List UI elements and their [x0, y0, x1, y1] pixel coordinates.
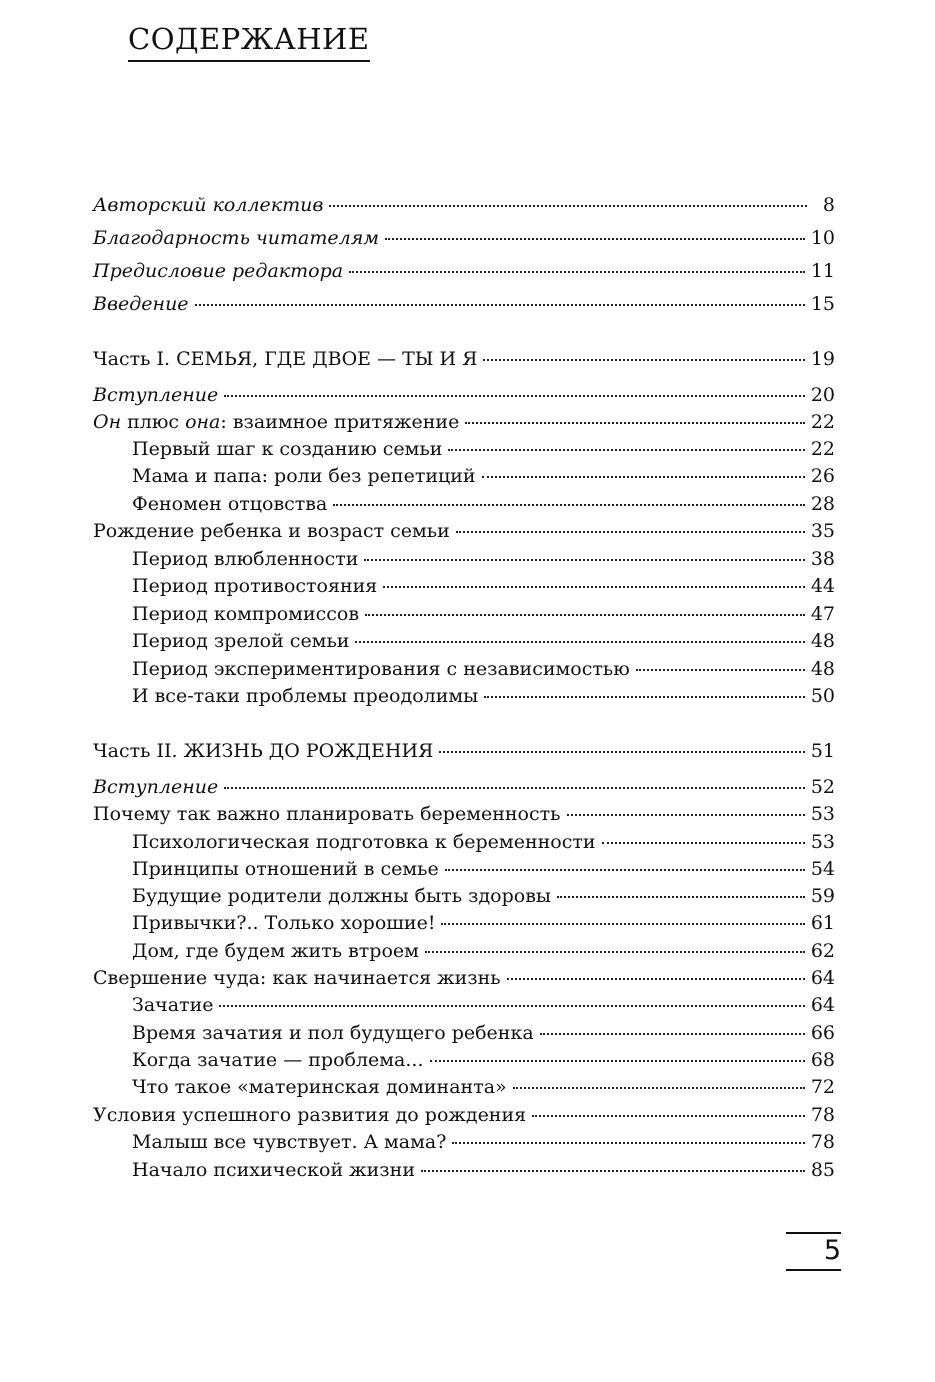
toc-entry-page: 20 — [810, 384, 835, 406]
dot-leader — [483, 358, 804, 361]
toc-section[interactable] — [93, 910, 835, 936]
toc-entry-title: Период компромиссов — [132, 603, 360, 625]
page-number: 5 — [823, 1235, 841, 1266]
toc-entry-page: 38 — [810, 548, 835, 570]
toc-chapter[interactable] — [93, 409, 835, 435]
toc-entry-title: Зачатие — [132, 994, 214, 1016]
toc-entry-page: 66 — [810, 1022, 835, 1044]
dot-leader — [482, 475, 805, 478]
toc-entry-title: Феномен отцовства — [132, 493, 328, 515]
toc-section[interactable] — [93, 1157, 835, 1183]
dot-leader — [441, 922, 804, 925]
toc-entry-title: Будущие родители должны быть здоровы — [132, 885, 552, 907]
dot-leader — [349, 270, 805, 273]
toc-entry-title: И все-таки проблемы преодолимы — [132, 685, 479, 707]
dot-leader — [219, 1004, 804, 1007]
toc-section[interactable] — [93, 856, 835, 882]
dot-leader — [195, 303, 805, 306]
toc-entry-page: 78 — [810, 1131, 835, 1153]
toc-entry-page: 54 — [810, 858, 835, 880]
toc-entry-part-intro[interactable] — [93, 382, 835, 408]
toc-entry-page: 51 — [810, 740, 835, 762]
toc-section[interactable] — [93, 938, 835, 964]
toc-entry-title: Период экспериментирования с независимостью — [132, 658, 630, 680]
toc-entry-acknowledgements[interactable] — [93, 225, 835, 251]
toc-part-heading[interactable] — [93, 346, 835, 372]
toc-section[interactable] — [93, 573, 835, 599]
dot-leader — [567, 813, 805, 816]
toc-entry-editor-preface[interactable] — [93, 258, 835, 284]
toc-entry-title: Часть II. ЖИЗНЬ ДО РОЖДЕНИЯ — [93, 740, 434, 762]
toc-section[interactable] — [93, 491, 835, 517]
toc-entry-title: Введение — [93, 293, 189, 315]
toc-chapter[interactable] — [93, 965, 835, 991]
toc-entry-title: Период противостояния — [132, 575, 378, 597]
dot-leader — [602, 841, 805, 844]
toc-entry-page: 61 — [810, 912, 835, 934]
toc-entry-title: Малыш все чувствует. А мама? — [132, 1131, 447, 1153]
title-italic-part: Он — [93, 411, 122, 433]
toc-entry-title: Период зрелой семьи — [132, 630, 350, 652]
dot-leader — [439, 750, 804, 753]
toc-entry-page: 52 — [810, 776, 835, 798]
toc-section[interactable] — [93, 883, 835, 909]
toc-entry-page: 64 — [810, 967, 835, 989]
toc-entry-title: Время зачатия и пол будущего ребенка — [132, 1022, 534, 1044]
dot-leader — [224, 394, 805, 397]
toc-chapter[interactable] — [93, 1102, 835, 1128]
toc-entry-part-intro[interactable] — [93, 774, 835, 800]
toc-entry-title: Часть I. СЕМЬЯ, ГДЕ ДВОЕ — ТЫ И Я — [93, 348, 478, 370]
toc-entry-page: 47 — [810, 603, 835, 625]
toc-entry-page: 50 — [810, 685, 835, 707]
toc-entry-introduction[interactable] — [93, 291, 835, 317]
dot-leader — [448, 448, 804, 451]
toc-entry-title: Вступление — [93, 776, 219, 798]
toc-entry-page: 8 — [822, 194, 835, 216]
toc-section[interactable] — [93, 546, 835, 572]
toc-entry-page: 59 — [810, 885, 835, 907]
toc-entry-page: 15 — [810, 293, 835, 315]
toc-section[interactable] — [93, 656, 835, 682]
toc-entry-page: 53 — [810, 831, 835, 853]
toc-section[interactable] — [93, 992, 835, 1018]
dot-leader — [532, 1114, 805, 1117]
toc-entry-title: Вступление — [93, 384, 219, 406]
toc-chapter[interactable] — [93, 801, 835, 827]
toc-entry-title: Предисловие редактора — [93, 260, 344, 282]
dot-leader — [452, 1141, 804, 1144]
toc-entry-page: 22 — [810, 438, 835, 460]
toc-entry-title: Начало психической жизни — [132, 1159, 415, 1181]
toc-entry-page: 64 — [810, 994, 835, 1016]
toc-entry-title: Принципы отношений в семье — [132, 858, 439, 880]
dot-leader — [425, 950, 805, 953]
toc-section[interactable] — [93, 1129, 835, 1155]
dot-leader — [465, 421, 804, 424]
toc-entry-page: 19 — [810, 348, 835, 370]
dot-leader — [636, 668, 805, 671]
dot-leader — [365, 613, 805, 616]
dot-leader — [507, 977, 805, 980]
toc-entry-title: Первый шаг к созданию семьи — [132, 438, 443, 460]
toc-entry-page: 48 — [810, 658, 835, 680]
dot-leader — [513, 1086, 805, 1089]
page-title: СОДЕРЖАНИЕ — [128, 22, 370, 62]
toc-section[interactable] — [93, 1020, 835, 1046]
toc-section[interactable] — [93, 1074, 835, 1100]
dot-leader — [355, 640, 804, 643]
toc-entry-title: Авторский коллектив — [93, 194, 324, 216]
dot-leader — [385, 237, 805, 240]
toc-part-heading[interactable] — [93, 738, 835, 764]
dot-leader — [557, 895, 805, 898]
dot-leader — [421, 1169, 805, 1172]
toc-entry-title: Мама и папа: роли без репетиций — [132, 465, 476, 487]
toc-entry-page: 28 — [810, 493, 835, 515]
toc-entry-page: 35 — [810, 520, 835, 542]
toc-section[interactable] — [93, 1047, 835, 1073]
dot-leader — [445, 868, 805, 871]
toc-entry-title: Что такое «материнская доминанта» — [132, 1076, 507, 1098]
toc-section[interactable] — [93, 436, 835, 462]
toc-entry-authors[interactable] — [93, 192, 835, 218]
toc-entry-page: 10 — [810, 227, 835, 249]
toc-entry-page: 44 — [810, 575, 835, 597]
toc-entry-title: Дом, где будем жить втроем — [132, 940, 419, 962]
toc-entry-page: 62 — [810, 940, 835, 962]
toc-entry-page: 72 — [810, 1076, 835, 1098]
toc-entry-page: 48 — [810, 630, 835, 652]
toc-entry-title: Период влюбленности — [132, 548, 359, 570]
dot-leader — [364, 558, 804, 561]
dot-leader — [430, 1059, 805, 1062]
toc-section[interactable] — [93, 628, 835, 654]
dot-leader — [540, 1032, 805, 1035]
dot-leader — [329, 204, 807, 207]
dot-leader — [383, 585, 805, 588]
toc-entry-page: 11 — [810, 260, 835, 282]
toc-chapter[interactable] — [93, 518, 835, 544]
title-part: : взаимное притяжение — [220, 411, 460, 433]
toc-entry-title: Рождение ребенка и возраст семьи — [93, 520, 450, 542]
toc-entry-title: Психологическая подготовка к беременности — [132, 831, 596, 853]
toc-entry-page: 53 — [810, 803, 835, 825]
dot-leader — [333, 503, 804, 506]
toc-entry-page: 22 — [810, 411, 835, 433]
toc-entry-title — [93, 409, 459, 435]
toc-section[interactable] — [93, 683, 835, 709]
dot-leader — [484, 695, 805, 698]
page-number-block — [786, 1232, 841, 1271]
dot-leader — [456, 530, 805, 533]
toc-entry-page: 78 — [810, 1104, 835, 1126]
title-italic-part: она — [185, 411, 221, 433]
toc-entry-title: Привычки?.. Только хорошие! — [132, 912, 436, 934]
title-part: плюс — [121, 411, 186, 433]
toc-section[interactable] — [93, 601, 835, 627]
toc-entry-title: Благодарность читателям — [93, 227, 380, 249]
toc-entry-page: 68 — [810, 1049, 835, 1071]
toc-entry-title: Свершение чуда: как начинается жизнь — [93, 967, 501, 989]
toc-entry-page: 26 — [810, 465, 835, 487]
toc-entry-title: Почему так важно планировать беременность — [93, 803, 561, 825]
toc-entry-title: Условия успешного развития до рождения — [93, 1104, 527, 1126]
toc-section[interactable] — [93, 829, 835, 855]
toc-entry-title: Когда зачатие — проблема... — [132, 1049, 424, 1071]
dot-leader — [224, 786, 805, 789]
toc-section[interactable] — [93, 463, 835, 489]
toc-entry-page: 85 — [810, 1159, 835, 1181]
